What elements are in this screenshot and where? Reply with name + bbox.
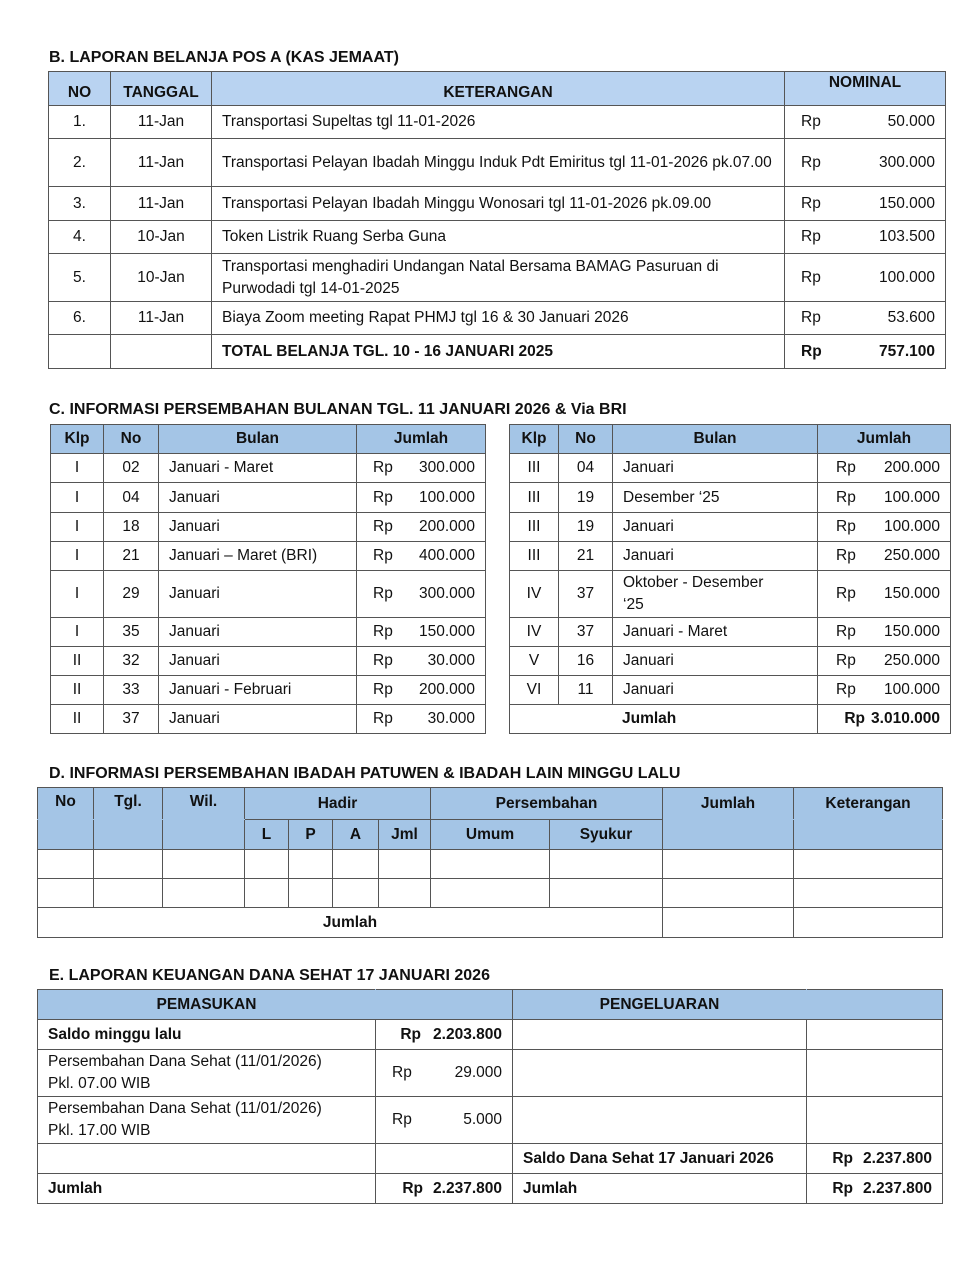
amount: 100.000 — [878, 268, 935, 286]
section-c-title: C. INFORMASI PERSEMBAHAN BULANAN TGL. 11 JANUARI 2026 & Via BRI — [49, 401, 627, 418]
empty-cell — [289, 850, 333, 879]
empty-cell — [94, 879, 163, 908]
row-no: 6. — [49, 302, 111, 335]
header-tanggal: TANGGAL — [111, 72, 212, 106]
header-pemasukan: PEMASUKAN — [38, 990, 376, 1020]
currency: Rp — [373, 547, 393, 564]
currency: Rp — [801, 268, 821, 286]
table-row — [51, 483, 486, 513]
header-pengeluaran: PENGELUARAN — [513, 990, 807, 1020]
currency: Rp — [402, 1179, 424, 1197]
row-description: Transportasi Supeltas tgl 11-01-2026 — [212, 106, 785, 139]
currency: Rp — [801, 113, 821, 130]
jumlah — [818, 513, 951, 542]
bulan: Januari — [613, 676, 818, 705]
header-jumlah: Jumlah — [357, 425, 486, 454]
empty-header — [94, 820, 163, 850]
klp: III — [510, 542, 559, 571]
jumlah — [357, 647, 486, 676]
total-label: TOTAL BELANJA TGL. 10 - 16 JANUARI 2025 — [212, 335, 785, 369]
klp: I — [51, 618, 104, 647]
table-row — [49, 106, 946, 139]
klp: III — [510, 513, 559, 542]
empty-cell — [513, 1050, 807, 1097]
jumlah — [357, 454, 486, 483]
bulan: Januari — [159, 705, 357, 734]
jumlah — [818, 483, 951, 513]
bulan: Januari — [159, 483, 357, 513]
amount: 400.000 — [418, 547, 475, 564]
amount: 200.000 — [883, 459, 940, 476]
total-expense-label: Jumlah — [513, 1174, 807, 1204]
no: 29 — [104, 571, 159, 618]
currency: Rp — [836, 681, 856, 698]
empty-cell — [163, 850, 245, 879]
amount: 29.000 — [454, 1064, 502, 1081]
amount: 30.000 — [427, 710, 475, 727]
row-no: 4. — [49, 221, 111, 254]
amount: 5.000 — [463, 1111, 502, 1128]
amount: 100.000 — [418, 488, 475, 506]
header-umum: Umum — [431, 820, 550, 850]
bulan: Januari — [159, 647, 357, 676]
total-label: Jumlah — [38, 908, 663, 938]
amount: 250.000 — [883, 547, 940, 564]
total-row — [49, 335, 946, 369]
empty-cell — [245, 850, 289, 879]
header-syukur: Syukur — [550, 820, 663, 850]
empty-header — [163, 820, 245, 850]
currency: Rp — [373, 488, 393, 506]
jumlah — [818, 647, 951, 676]
currency: Rp — [392, 1111, 412, 1128]
income-label: Saldo minggu lalu — [38, 1020, 376, 1050]
row-nominal — [785, 139, 946, 187]
currency: Rp — [400, 1025, 422, 1043]
income-amount — [376, 1050, 513, 1097]
table-row — [510, 483, 951, 513]
jumlah — [818, 454, 951, 483]
klp: III — [510, 483, 559, 513]
empty-cell — [38, 850, 94, 879]
bulan: Januari – Maret (BRI) — [159, 542, 357, 571]
row-date: 11-Jan — [111, 302, 212, 335]
header-a: A — [333, 820, 379, 850]
row-description: Transportasi menghadiri Undangan Natal Bersama BAMAG Pasuruan di Purwodadi tgl 14-01-2025 — [212, 254, 785, 302]
bulan: Januari — [159, 571, 357, 618]
klp: I — [51, 454, 104, 483]
amount: 3.010.000 — [871, 710, 940, 727]
empty-cell — [550, 850, 663, 879]
table-row — [510, 571, 951, 618]
total-row — [38, 908, 943, 938]
bulan: Oktober - Desember ‘25 — [613, 571, 818, 618]
row-no: 1. — [49, 106, 111, 139]
amount: 250.000 — [883, 652, 940, 669]
row-date: 10-Jan — [111, 254, 212, 302]
row-nominal — [785, 187, 946, 221]
empty-cell — [163, 879, 245, 908]
currency: Rp — [373, 681, 393, 698]
klp: I — [51, 483, 104, 513]
table-row — [49, 302, 946, 335]
amount: 200.000 — [418, 518, 475, 535]
no: 37 — [559, 571, 613, 618]
income-label: Persembahan Dana Sehat (11/01/2026) Pkl. 17.00 WIB — [38, 1097, 376, 1144]
persembahan-right-table — [509, 424, 951, 734]
header-hadir: Hadir — [245, 788, 431, 820]
currency: Rp — [373, 652, 393, 669]
bulan: Januari - Maret — [613, 618, 818, 647]
row-nominal — [785, 221, 946, 254]
income-amount — [376, 1097, 513, 1144]
empty-header — [376, 990, 513, 1020]
empty-header — [663, 820, 794, 850]
empty-cell — [333, 850, 379, 879]
table-row — [51, 618, 486, 647]
currency: Rp — [836, 585, 856, 602]
table-row — [49, 187, 946, 221]
currency: Rp — [373, 710, 393, 727]
empty-cell — [550, 879, 663, 908]
amount: 100.000 — [883, 488, 940, 506]
klp: V — [510, 647, 559, 676]
header-klp: Klp — [51, 425, 104, 454]
currency: Rp — [836, 488, 856, 506]
currency: Rp — [373, 623, 393, 640]
table-row — [510, 618, 951, 647]
header-no: No — [38, 788, 94, 820]
table-row — [51, 454, 486, 483]
amount: 2.237.800 — [863, 1179, 932, 1197]
klp: I — [51, 513, 104, 542]
currency: Rp — [832, 1149, 854, 1167]
currency: Rp — [832, 1179, 854, 1197]
empty-header — [807, 990, 943, 1020]
empty-cell — [513, 1097, 807, 1144]
klp: III — [510, 454, 559, 483]
empty-cell — [379, 850, 431, 879]
row-no: 2. — [49, 139, 111, 187]
header-bulan: Bulan — [613, 425, 818, 454]
table-row — [38, 1020, 943, 1050]
klp: II — [51, 676, 104, 705]
header-keterangan: KETERANGAN — [212, 72, 785, 106]
dana-sehat-table — [37, 989, 943, 1204]
table-row — [38, 879, 943, 908]
jumlah — [818, 618, 951, 647]
section-d-title: D. INFORMASI PERSEMBAHAN IBADAH PATUWEN & IBADAH LAIN MINGGU LALU — [49, 765, 681, 782]
amount: 300.000 — [418, 459, 475, 476]
header-l: L — [245, 820, 289, 850]
amount: 2.237.800 — [863, 1149, 932, 1167]
header-jumlah: Jumlah — [818, 425, 951, 454]
empty-cell — [807, 1050, 943, 1097]
jumlah — [357, 483, 486, 513]
klp: II — [51, 705, 104, 734]
amount: 150.000 — [883, 585, 940, 602]
table-row — [49, 139, 946, 187]
header-keterangan: Keterangan — [794, 788, 943, 820]
total-income-label: Jumlah — [38, 1174, 376, 1204]
bulan: Desember ‘25 — [613, 483, 818, 513]
table-row — [51, 513, 486, 542]
table-row — [51, 542, 486, 571]
currency: Rp — [373, 518, 393, 535]
no: 32 — [104, 647, 159, 676]
empty-header — [38, 820, 94, 850]
saldo-label: Saldo Dana Sehat 17 Januari 2026 — [513, 1144, 807, 1174]
currency: Rp — [844, 710, 866, 727]
amount: 150.000 — [878, 194, 935, 212]
header-nominal: NOMINAL — [785, 72, 946, 106]
total-row — [38, 1174, 943, 1204]
total-row — [510, 705, 951, 734]
row-no: 3. — [49, 187, 111, 221]
empty-cell — [431, 879, 550, 908]
no: 21 — [104, 542, 159, 571]
persembahan-left-table — [50, 424, 486, 734]
no: 16 — [559, 647, 613, 676]
empty-cell — [513, 1020, 807, 1050]
row-nominal — [785, 106, 946, 139]
amount: 50.000 — [887, 113, 935, 130]
currency: Rp — [801, 309, 821, 326]
klp: II — [51, 647, 104, 676]
amount: 53.600 — [887, 309, 935, 326]
header-no: NO — [49, 72, 111, 106]
empty-cell — [794, 908, 943, 938]
row-description: Biaya Zoom meeting Rapat PHMJ tgl 16 & 30 Januari 2026 — [212, 302, 785, 335]
row-nominal — [785, 254, 946, 302]
empty-cell — [663, 850, 794, 879]
bulan: Januari — [613, 454, 818, 483]
amount: 150.000 — [883, 623, 940, 640]
section-e-title: E. LAPORAN KEUANGAN DANA SEHAT 17 JANUARI 2026 — [49, 967, 490, 984]
amount: 30.000 — [427, 652, 475, 669]
currency: Rp — [392, 1064, 412, 1081]
header-tgl: Tgl. — [94, 788, 163, 820]
no: 04 — [559, 454, 613, 483]
empty-cell — [794, 879, 943, 908]
empty-cell — [111, 335, 212, 369]
income-label: Persembahan Dana Sehat (11/01/2026) Pkl. 07.00 WIB — [38, 1050, 376, 1097]
header-persembahan: Persembahan — [431, 788, 663, 820]
currency: Rp — [836, 459, 856, 476]
row-date: 11-Jan — [111, 139, 212, 187]
currency: Rp — [801, 342, 822, 360]
bulan: Januari — [613, 647, 818, 676]
currency: Rp — [801, 194, 821, 212]
amount: 2.237.800 — [433, 1179, 502, 1197]
amount: 300.000 — [878, 153, 935, 171]
no: 19 — [559, 483, 613, 513]
table-row — [38, 850, 943, 879]
jumlah — [818, 571, 951, 618]
jumlah — [357, 542, 486, 571]
klp: IV — [510, 571, 559, 618]
empty-cell — [94, 850, 163, 879]
row-date: 11-Jan — [111, 187, 212, 221]
no: 19 — [559, 513, 613, 542]
header-bulan: Bulan — [159, 425, 357, 454]
empty-cell — [379, 879, 431, 908]
table-row — [510, 454, 951, 483]
row-description: Token Listrik Ruang Serba Guna — [212, 221, 785, 254]
row-description: Transportasi Pelayan Ibadah Minggu Induk Pdt Emiritus tgl 11-01-2026 pk.07.00 — [212, 139, 785, 187]
patuwen-table — [37, 787, 943, 938]
jumlah — [818, 676, 951, 705]
bulan: Januari — [613, 542, 818, 571]
klp: I — [51, 542, 104, 571]
jumlah — [357, 676, 486, 705]
amount: 103.500 — [878, 228, 935, 245]
table-row — [49, 254, 946, 302]
no: 04 — [104, 483, 159, 513]
row-date: 10-Jan — [111, 221, 212, 254]
table-row — [38, 1144, 943, 1174]
row-no: 5. — [49, 254, 111, 302]
no: 02 — [104, 454, 159, 483]
amount: 100.000 — [883, 681, 940, 698]
currency: Rp — [373, 459, 393, 476]
currency: Rp — [836, 518, 856, 535]
empty-header — [794, 820, 943, 850]
total-nominal — [785, 335, 946, 369]
total-income-amount — [376, 1174, 513, 1204]
header-wil: Wil. — [163, 788, 245, 820]
no: 21 — [559, 542, 613, 571]
amount: 200.000 — [418, 681, 475, 698]
jumlah — [818, 542, 951, 571]
currency: Rp — [836, 652, 856, 669]
currency: Rp — [836, 623, 856, 640]
klp: VI — [510, 676, 559, 705]
jumlah — [357, 705, 486, 734]
table-row — [510, 676, 951, 705]
header-jml: Jml — [379, 820, 431, 850]
total-label: Jumlah — [510, 705, 818, 734]
total-expense-amount — [807, 1174, 943, 1204]
empty-cell — [663, 879, 794, 908]
bulan: Januari — [159, 513, 357, 542]
header-no: No — [104, 425, 159, 454]
klp: IV — [510, 618, 559, 647]
empty-cell — [794, 850, 943, 879]
row-date: 11-Jan — [111, 106, 212, 139]
section-b-title: B. LAPORAN BELANJA POS A (KAS JEMAAT) — [49, 49, 399, 66]
table-row — [38, 1050, 943, 1097]
empty-cell — [431, 850, 550, 879]
bulan: Januari - Maret — [159, 454, 357, 483]
table-row — [51, 647, 486, 676]
jumlah — [357, 571, 486, 618]
saldo-amount — [807, 1144, 943, 1174]
bulan: Januari — [159, 618, 357, 647]
no: 35 — [104, 618, 159, 647]
bulan: Januari — [613, 513, 818, 542]
table-row — [49, 221, 946, 254]
header-jumlah: Jumlah — [663, 788, 794, 820]
empty-cell — [333, 879, 379, 908]
empty-cell — [49, 335, 111, 369]
no: 33 — [104, 676, 159, 705]
total-jumlah — [818, 705, 951, 734]
amount: 2.203.800 — [433, 1025, 502, 1043]
table-row — [51, 705, 486, 734]
table-row — [510, 647, 951, 676]
no: 18 — [104, 513, 159, 542]
empty-cell — [38, 879, 94, 908]
empty-cell — [807, 1020, 943, 1050]
header-p: P — [289, 820, 333, 850]
table-row — [51, 571, 486, 618]
table-row — [510, 542, 951, 571]
empty-cell — [376, 1144, 513, 1174]
income-amount — [376, 1020, 513, 1050]
empty-cell — [289, 879, 333, 908]
amount: 150.000 — [418, 623, 475, 640]
row-description: Transportasi Pelayan Ibadah Minggu Wonosari tgl 11-01-2026 pk.09.00 — [212, 187, 785, 221]
header-klp: Klp — [510, 425, 559, 454]
no: 37 — [104, 705, 159, 734]
table-row — [38, 1097, 943, 1144]
header-no: No — [559, 425, 613, 454]
bulan: Januari - Februari — [159, 676, 357, 705]
belanja-table — [48, 71, 946, 369]
empty-cell — [663, 908, 794, 938]
klp: I — [51, 571, 104, 618]
amount: 300.000 — [418, 585, 475, 602]
currency: Rp — [373, 585, 393, 602]
empty-cell — [245, 879, 289, 908]
currency: Rp — [801, 228, 821, 245]
jumlah — [357, 513, 486, 542]
no: 11 — [559, 676, 613, 705]
empty-cell — [807, 1097, 943, 1144]
currency: Rp — [836, 547, 856, 564]
currency: Rp — [801, 153, 821, 171]
empty-cell — [38, 1144, 376, 1174]
no: 37 — [559, 618, 613, 647]
table-row — [51, 676, 486, 705]
jumlah — [357, 618, 486, 647]
amount: 757.100 — [878, 342, 935, 360]
table-row — [510, 513, 951, 542]
row-nominal — [785, 302, 946, 335]
amount: 100.000 — [883, 518, 940, 535]
